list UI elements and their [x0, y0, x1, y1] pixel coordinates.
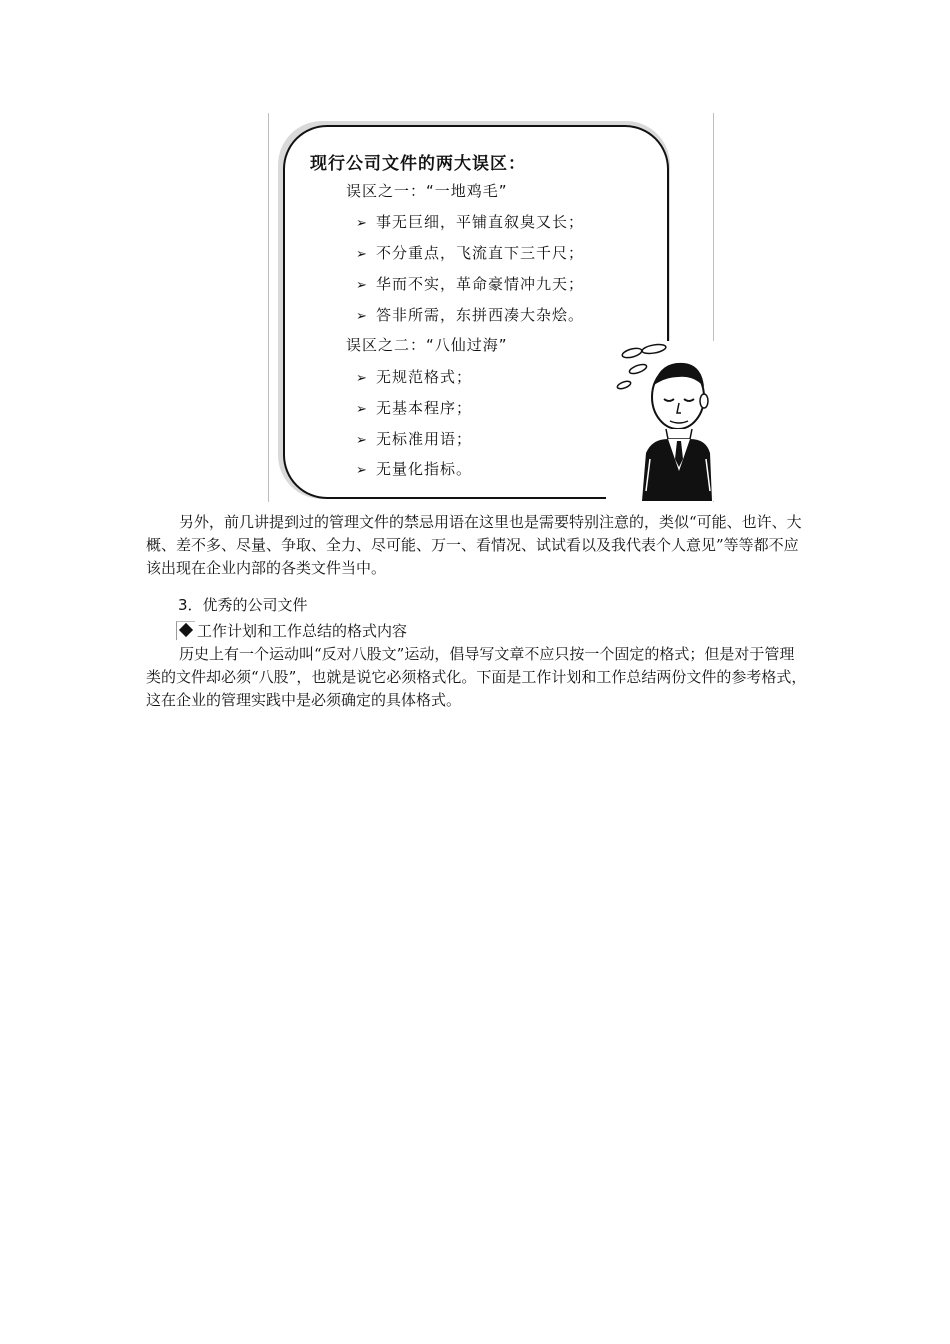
paragraph-format: 历史上有一个运动叫“反对八股文”运动，倡导写文章不应只按一个固定的格式；但是对于管理类的文件却必须“八股”，也就是说它必须格式化。下面是工作计划和工作总结两份文件的参考格式，这在企业的管理实践中是必须确定的具体格式。	[146, 645, 807, 709]
arrow-bullet-icon: ➢	[356, 463, 368, 478]
arrow-bullet-icon: ➢	[356, 309, 368, 324]
confused-man-cartoon-icon	[606, 341, 714, 501]
arrow-bullet-icon: ➢	[356, 278, 368, 293]
figure-title: 现行公司文件的两大误区：	[310, 154, 526, 174]
arrow-bullet-icon: ➢	[356, 402, 368, 417]
diamond-bullet-icon	[176, 621, 195, 640]
arrow-bullet-icon: ➢	[356, 247, 368, 262]
section-2-item: ➢ 无基本程序；	[356, 399, 473, 417]
section-1-item: ➢ 事无巨细，平铺直叙臭又长；	[356, 213, 585, 231]
section-1-item: ➢ 答非所需，东拼西凑大杂烩。	[356, 306, 585, 324]
section-heading: 3．优秀的公司文件	[178, 596, 308, 614]
section-1-item: ➢ 不分重点，飞流直下三千尺；	[356, 244, 585, 262]
figure-left-border	[268, 113, 269, 502]
mistakes-figure	[268, 113, 714, 502]
paragraph-taboo-words: 另外，前几讲提到过的管理文件的禁忌用语在这里也是需要特别注意的，类似“可能、也许、大概、差不多、尽量、争取、全力、尽可能、万一、看情况、试试看以及我代表个人意见”等等都不应该出现在企业内部的各类文件当中。	[146, 513, 802, 577]
section-2-item: ➢ 无标准用语；	[356, 430, 473, 448]
arrow-bullet-icon: ➢	[356, 371, 368, 386]
arrow-bullet-icon: ➢	[356, 433, 368, 448]
section-2-item: ➢ 无规范格式；	[356, 368, 473, 386]
subheading: 工作计划和工作总结的格式内容	[176, 620, 407, 641]
section-1-item: ➢ 华而不实，革命豪情冲九天；	[356, 275, 585, 293]
section-1-label: 误区之一：“一地鸡毛”	[346, 182, 508, 200]
section-2-label: 误区之二：“八仙过海”	[346, 336, 508, 354]
arrow-bullet-icon: ➢	[356, 216, 368, 231]
section-2-item: ➢ 无量化指标。	[356, 460, 473, 478]
